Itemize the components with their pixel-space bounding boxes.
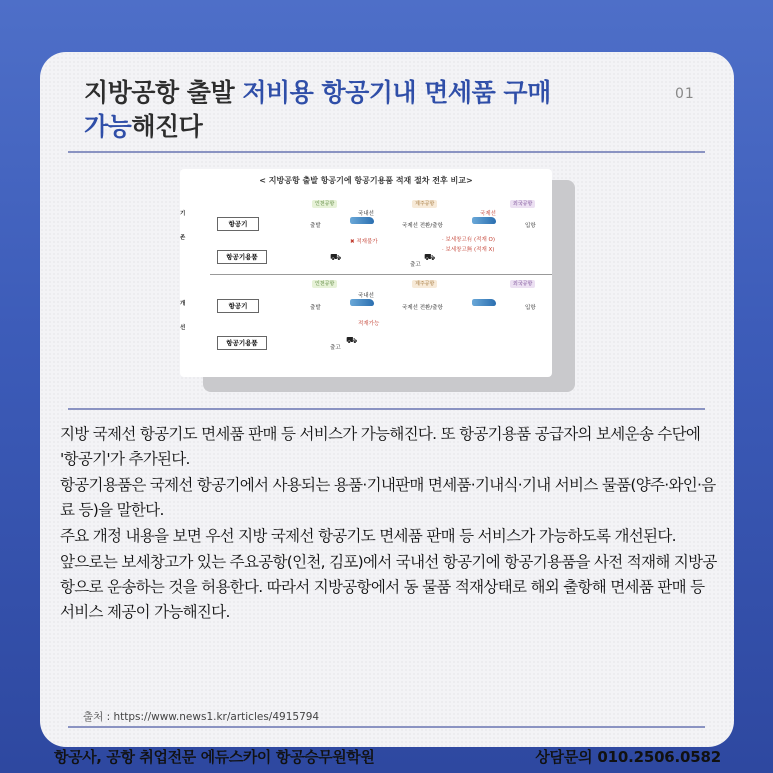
paragraph-2: 항공기용품은 국제선 항공기에서 사용되는 용품·기내판매 면세품·기내식·기내 서비스 물품(양주·와인·음료 등)을 말한다. xyxy=(60,476,716,519)
before-aircraft-box: 항공기 xyxy=(217,217,259,231)
after-jeju-tag: 제주공항 xyxy=(412,280,437,288)
before-side-label-bottom: 존 xyxy=(180,235,186,241)
content-card xyxy=(40,52,734,747)
before-arrive: 입항 xyxy=(525,223,536,229)
after-incheon-tag: 인천공항 xyxy=(312,280,337,288)
source-divider xyxy=(68,726,705,728)
before-plane-icon-1 xyxy=(350,217,374,224)
paragraph-4: 앞으로는 보세창고가 있는 주요공항(인천, 김포)에서 국내선 항공기에 항공기용품을 사전 적재해 지방공항으로 운송하는 것을 허용한다. 따라서 지방공항에서 동 물품 적재상태로 해외 출항해 면세품 판매 등 서비스 제공이 가능해진다. xyxy=(60,553,717,621)
after-release: 출고 xyxy=(330,345,341,351)
after-domestic: 국내선 xyxy=(358,293,374,299)
before-jeju-tag: 제주공항 xyxy=(412,200,437,208)
before-foreign-tag: 외국공항 xyxy=(510,200,535,208)
article-body xyxy=(60,422,720,626)
after-aircraft-box: 항공기 xyxy=(217,299,259,313)
body-divider-top xyxy=(68,408,705,410)
before-side-label-top: 기 xyxy=(180,211,186,217)
before-depart: 출발 xyxy=(310,223,321,229)
before-supplies-box: 항공기용품 xyxy=(217,250,267,264)
page-number: 01 xyxy=(675,86,695,102)
before-cart-icon: ⛟ xyxy=(330,253,342,263)
before-no-load: ✖ 적재불가 xyxy=(350,239,378,245)
before-switch: 국제선 전환/출항 xyxy=(402,223,443,229)
before-incheon-tag: 인천공항 xyxy=(312,200,337,208)
after-arrive: 입항 xyxy=(525,305,536,311)
paragraph-1: 지방 국제선 항공기도 면세품 판매 등 서비스가 가능해진다. 또 항공기용품 공급자의 보세운송 수단에 '항공기'가 추가된다. xyxy=(60,425,701,468)
paragraph-3: 주요 개정 내용을 보면 우선 지방 국제선 항공기도 면세품 판매 등 서비스가 가능하도록 개선된다. xyxy=(60,527,676,545)
figure-caption: < 지방공항 출발 항공기에 항공기용품 적재 절차 전후 비교> xyxy=(259,176,473,185)
footer-contact: 상담문의 010.2506.0582 xyxy=(535,748,721,766)
after-foreign-tag: 외국공항 xyxy=(510,280,535,288)
before-cart-icon-2: ⛟ xyxy=(424,253,436,263)
after-side-label-bottom: 선 xyxy=(180,325,186,331)
before-bonded-with: · 보세창고有 (적재 O) xyxy=(442,237,495,243)
source-citation: 출처 : https://www.news1.kr/articles/4915794 xyxy=(83,711,320,723)
after-plane-icon-1 xyxy=(350,299,374,306)
before-domestic: 국내선 xyxy=(358,211,374,217)
after-loadable: 적재가능 xyxy=(358,321,380,327)
before-international: 국제선 xyxy=(480,211,496,217)
after-supplies-box: 항공기용품 xyxy=(217,336,267,350)
title-divider xyxy=(68,151,705,153)
page-title: 지방공항 출발 저비용 항공기내 면세품 구매 가능해진다 xyxy=(84,78,551,141)
figure-divider xyxy=(210,274,552,275)
before-release: 출고 xyxy=(410,262,421,268)
after-switch: 국제선 전환/출항 xyxy=(402,305,443,311)
comparison-figure xyxy=(180,169,552,377)
footer-academy-name: 항공사, 공항 취업전문 에듀스카이 항공승무원학원 xyxy=(54,748,375,766)
after-plane-icon-2 xyxy=(472,299,496,306)
after-side-label-top: 개 xyxy=(180,301,186,307)
after-cart-icon: ⛟ xyxy=(346,336,358,346)
after-depart: 출발 xyxy=(310,305,321,311)
before-bonded-without: · 보세창고無 (적재 X) xyxy=(442,247,495,253)
before-plane-icon-2 xyxy=(472,217,496,224)
